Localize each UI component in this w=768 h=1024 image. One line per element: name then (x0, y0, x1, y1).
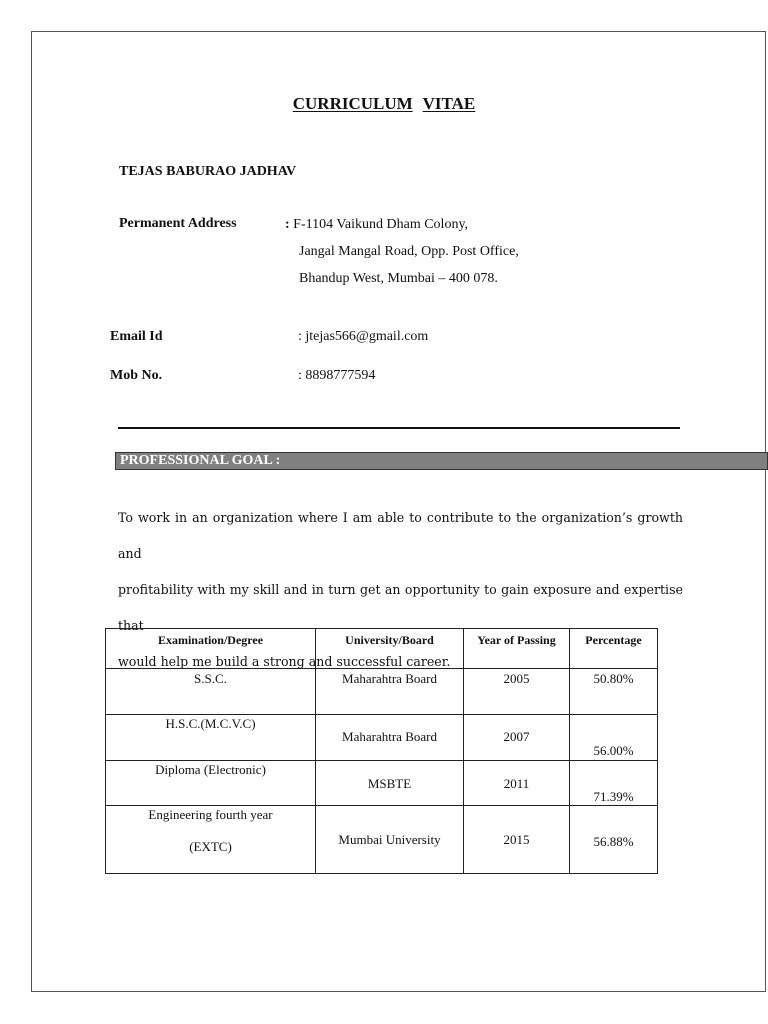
address-line: Jangal Mangal Road, Opp. Post Office, (299, 244, 519, 259)
column-header: Examination/Degree (106, 629, 316, 669)
goal-heading: PROFESSIONAL GOAL : (115, 452, 768, 470)
goal-line: To work in an organization where I am able to contribute to the organization’s growth and (118, 510, 683, 561)
exam-cell: S.S.C. (106, 669, 316, 715)
column-header: Percentage (570, 629, 658, 669)
column-header: Year of Passing (464, 629, 570, 669)
address-colon: : (285, 217, 290, 232)
board-cell: Maharahtra Board (316, 669, 464, 715)
table-row (106, 806, 658, 874)
candidate-name: TEJAS BABURAO JADHAV (119, 164, 297, 179)
board-cell: MSBTE (316, 761, 464, 806)
address-value (285, 211, 519, 292)
year-cell: 2007 (464, 715, 570, 761)
education-table (105, 628, 658, 874)
board-cell: Maharahtra Board (316, 715, 464, 761)
year-cell: 2011 (464, 761, 570, 806)
address-line: F-1104 Vaikund Dham Colony, (289, 217, 469, 232)
title-word: VITAE (422, 94, 476, 113)
percentage-cell: 56.88% (570, 806, 658, 874)
address-label: Permanent Address (119, 216, 237, 231)
title-word: CURRICULUM (292, 94, 413, 113)
address-line: Bhandup West, Mumbai – 400 078. (299, 271, 498, 286)
percentage-cell: 50.80% (570, 669, 658, 715)
exam-cell: H.S.C.(M.C.V.C) (106, 715, 316, 761)
percentage-cell: 71.39% (570, 761, 658, 806)
table-row (106, 715, 658, 761)
exam-cell: Engineering fourth year (EXTC) (106, 806, 316, 874)
goal-line: would help me build a strong and successful career. (118, 654, 451, 669)
board-cell: Mumbai University (316, 806, 464, 874)
email-label: Email Id (110, 329, 163, 344)
email-value: : jtejas566@gmail.com (298, 329, 429, 344)
document-title (0, 94, 768, 114)
table-row (106, 669, 658, 715)
goal-line: profitability with my skill and in turn get an opportunity to gain exposure and expertise that (118, 582, 683, 633)
exam-cell: Diploma (Electronic) (106, 761, 316, 806)
table-row (106, 761, 658, 806)
percentage-cell: 56.00% (570, 715, 658, 761)
mobile-label: Mob No. (110, 368, 163, 383)
table-header-row (106, 629, 658, 669)
mobile-value: : 8898777594 (298, 368, 376, 383)
year-cell: 2015 (464, 806, 570, 874)
year-cell: 2005 (464, 669, 570, 715)
section-divider (118, 427, 680, 429)
column-header: University/Board (316, 629, 464, 669)
